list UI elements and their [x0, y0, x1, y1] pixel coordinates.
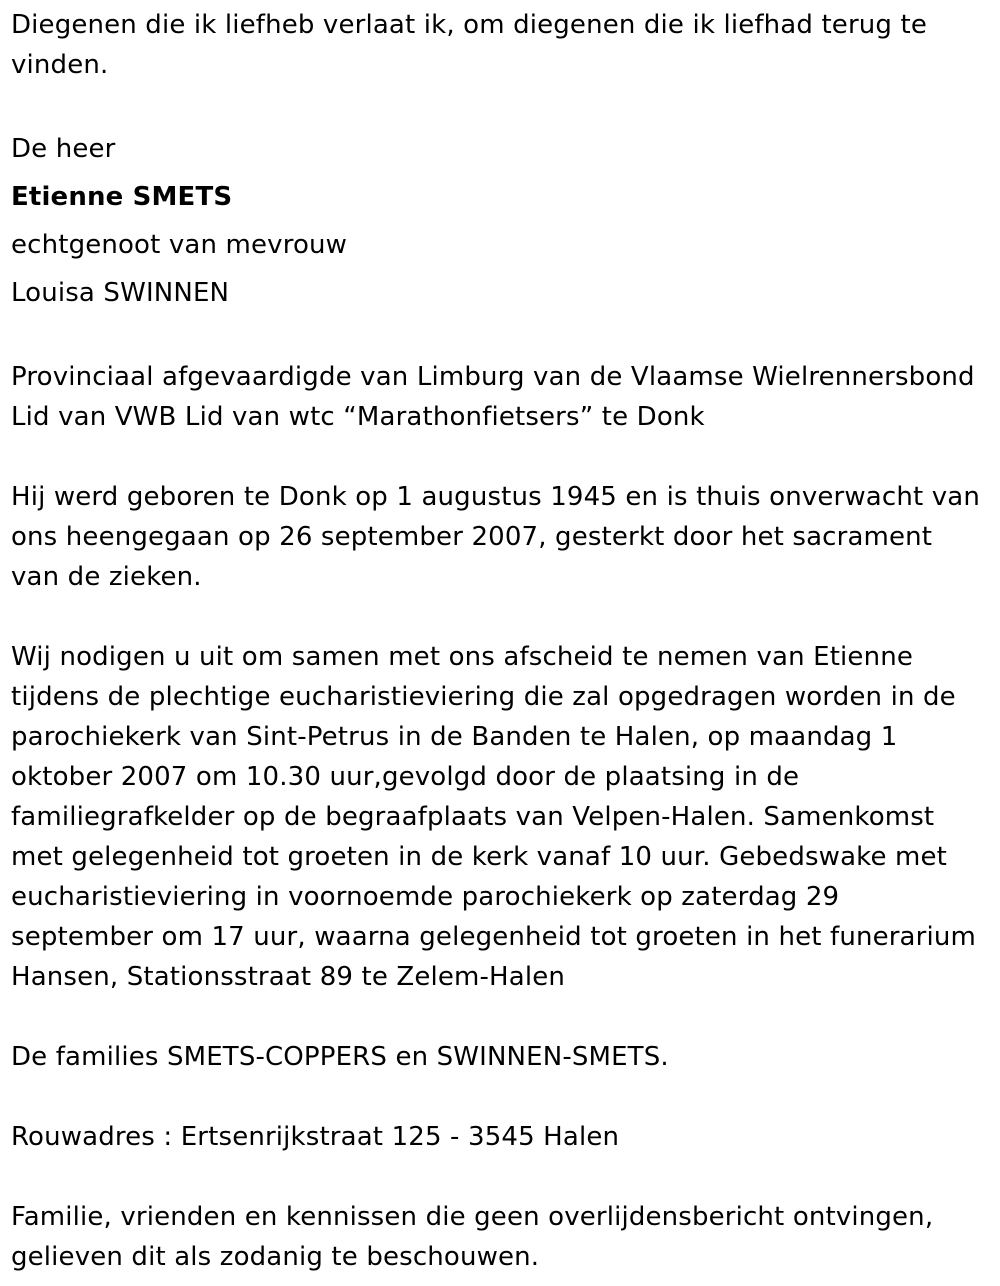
spouse-name: Louisa SWINNEN	[11, 278, 230, 308]
life-dates-paragraph: Hij werd geboren te Donk op 1 augustus 1945 en is thuis onverwacht van ons heengegaan op 26 september 2007, gesterkt door het sacrament van de zieken.	[11, 482, 980, 592]
ceremony-paragraph: Wij nodigen u uit om samen met ons afscheid te nemen van Etienne tijdens de plechtige eucharistieviering die zal opgedragen worden in de parochiekerk van Sint-Petrus in de Banden te Halen, op maandag 1 oktober 2007 om 10.30 uur,gevolgd door de plaatsing in de familiegrafkelder op de begraafplaats van Velpen-Halen. Samenkomst met gelegenheid tot groeten in de kerk vanaf 10 uur. Gebedswake met eucharistieviering in voornoemde parochiekerk op zaterdag 29 september om 17 uur, waarna gelegenheid tot groeten in het funerarium Hansen, Stationsstraat 89 te Zelem-Halen	[11, 642, 976, 992]
role-line: Provinciaal afgevaardigde van Limburg van de Vlaamse Wielrennersbond	[11, 362, 975, 392]
role-line: Lid van VWB Lid van wtc “Marathonfietsers” te Donk	[11, 402, 705, 432]
families-line: De families SMETS-COPPERS en SWINNEN-SMETS.	[11, 1042, 669, 1072]
salutation: De heer	[11, 134, 116, 164]
spacer	[11, 437, 980, 477]
relation-text: echtgenoot van mevrouw	[11, 230, 348, 260]
deceased-name: Etienne SMETS	[11, 182, 233, 212]
closing-note: Familie, vrienden en kennissen die geen overlijdensbericht ontvingen, gelieven dit als zodanig te beschouwen.	[11, 1202, 934, 1272]
motto: Diegenen die ik liefheb verlaat ik, om diegenen die ik liefhad terug te vinden.	[11, 10, 927, 80]
spacer	[11, 85, 980, 125]
spacer	[11, 997, 980, 1037]
spacer	[11, 1157, 980, 1197]
mourning-address: Rouwadres : Ertsenrijkstraat 125 - 3545 Halen	[11, 1122, 620, 1152]
spacer	[11, 1077, 980, 1117]
spacer	[11, 597, 980, 637]
spacer	[11, 317, 980, 357]
